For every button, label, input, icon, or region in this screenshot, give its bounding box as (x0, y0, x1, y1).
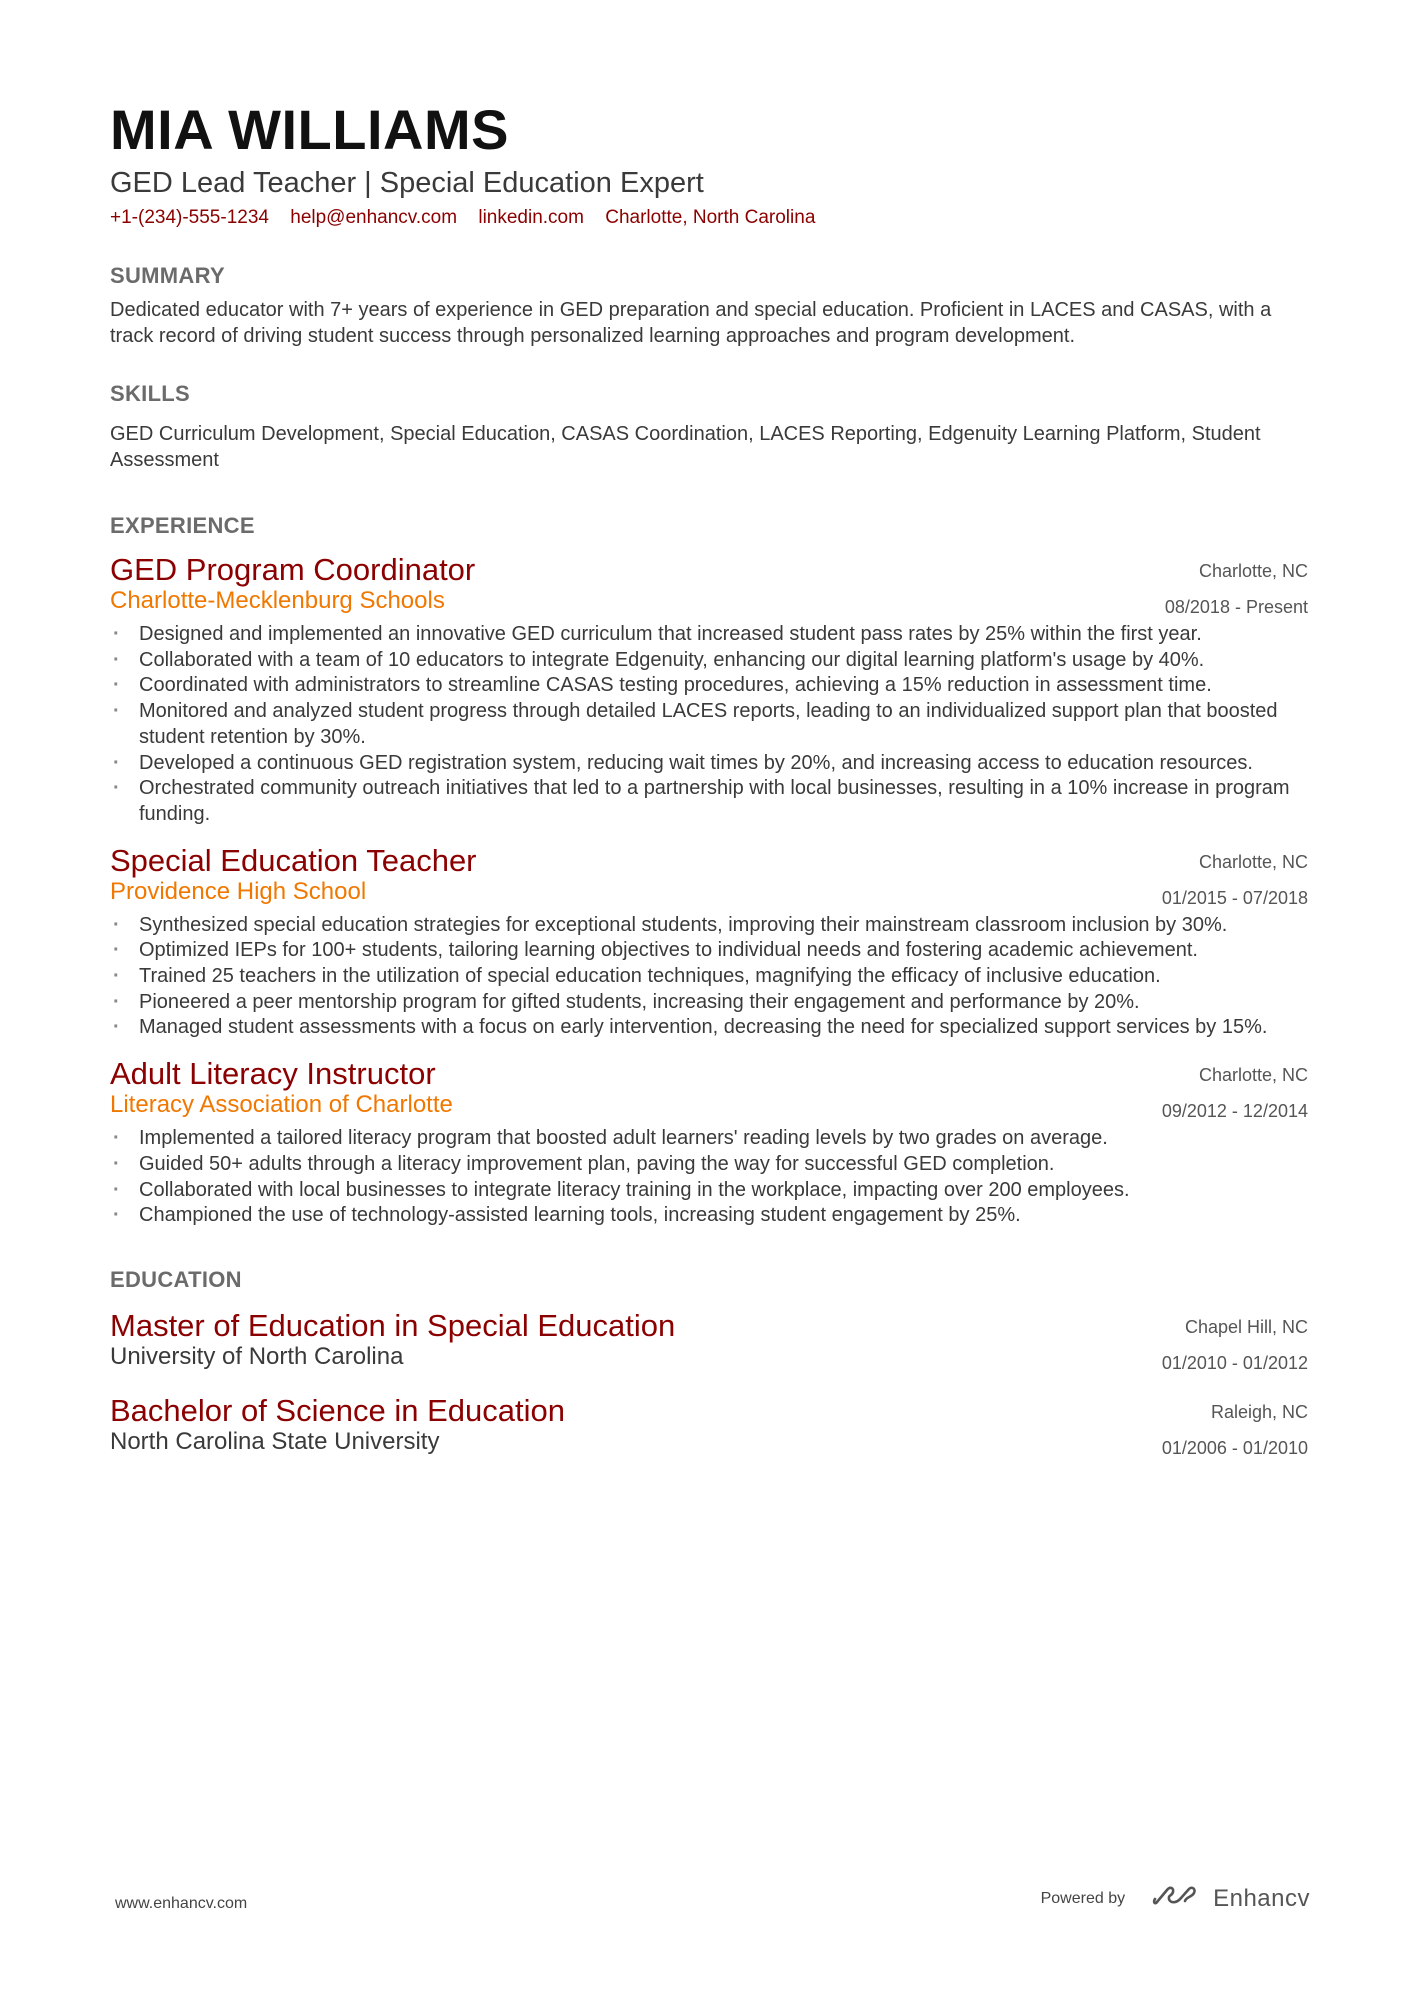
job-meta (1162, 844, 1308, 916)
job-meta (1162, 1057, 1308, 1129)
bullet-item: · Orchestrated community outreach initiatives that led to a partnership with local businesses, resulting in a 10% increase in program funding. (110, 776, 1308, 827)
employer-name: Providence High School (110, 877, 367, 905)
education-meta (1162, 1309, 1308, 1381)
job-dates: 09/2012 - 12/2014 (1161, 1101, 1308, 1122)
experience-heading: EXPERIENCE (110, 513, 255, 538)
experience-entry (110, 1055, 1308, 1229)
bullet-item: · Guided 50+ adults through a literacy improvement plan, paving the way for successful GED completion. (110, 1152, 1308, 1178)
school-name: North Carolina State University (110, 1427, 440, 1455)
footer-branding (1041, 1883, 1310, 1914)
job-dates: 01/2015 - 07/2018 (1161, 887, 1308, 908)
job-location: Charlotte, NC (1198, 561, 1308, 581)
job-title: Special Education Teacher (110, 842, 477, 878)
degree-title: Bachelor of Science in Education (110, 1392, 565, 1428)
bullet-item: · Collaborated with local businesses to integrate literacy training in the workplace, impacting over 200 employees. (110, 1178, 1308, 1204)
bullet-item: · Implemented a tailored literacy program that boosted adult learners' reading levels by two grades on average. (110, 1126, 1308, 1152)
footer-website-link[interactable]: www.enhancv.com (115, 1895, 248, 1912)
resume-header (110, 96, 1308, 231)
email-link[interactable]: help@enhancv.com (290, 207, 458, 228)
skills-heading: SKILLS (110, 381, 191, 406)
job-bullets (110, 1126, 1308, 1229)
experience-entry (110, 842, 1308, 1042)
experience-entry (110, 551, 1308, 828)
location-text: Charlotte, North Carolina (605, 207, 816, 228)
bullet-item: · Designed and implemented an innovative GED curriculum that increased student pass rates by 25% within the first year. (110, 622, 1308, 648)
phone-link[interactable]: +1-(234)-555-1234 (110, 207, 269, 228)
linkedin-link[interactable]: linkedin.com (478, 207, 584, 228)
contact-line (110, 205, 1308, 231)
education-entry (110, 1392, 1308, 1457)
powered-by-label: Powered by (1040, 1889, 1126, 1907)
experience-section (110, 511, 1308, 1229)
resume-page (110, 96, 1308, 1457)
skills-section (110, 379, 1308, 473)
education-meta (1162, 1394, 1308, 1466)
bullet-item: · Pioneered a peer mentorship program for gifted students, increasing their engagement and performance by 20%. (110, 990, 1308, 1016)
job-bullets (110, 913, 1308, 1042)
candidate-name: MIA WILLIAMS (110, 98, 509, 161)
job-location: Charlotte, NC (1198, 1065, 1308, 1086)
bullet-item: · Optimized IEPs for 100+ students, tailoring learning objectives to individual needs and fostering academic achievement. (110, 938, 1308, 964)
bullet-item: · Managed student assessments with a focus on early intervention, decreasing the need for specialized support services by 15%. (110, 1015, 1308, 1041)
summary-text: Dedicated educator with 7+ years of experience in GED preparation and special education. Proficient in LACES and CASAS, with a track record of driving student success through personalized learning approaches and program development. (110, 299, 1272, 347)
job-meta (1165, 553, 1308, 625)
bullet-item: · Collaborated with a team of 10 educators to integrate Edgenuity, enhancing our digital learning platform's usage by 40%. (110, 648, 1308, 674)
bullet-item: · Championed the use of technology-assisted learning tools, increasing student engagement by 25%. (110, 1203, 1308, 1229)
job-title: GED Program Coordinator (110, 552, 476, 587)
job-bullets (110, 622, 1308, 828)
enhancv-logo-icon (1151, 1883, 1199, 1914)
school-name: University of North Carolina (110, 1342, 404, 1370)
education-dates: 01/2006 - 01/2010 (1161, 1437, 1308, 1458)
bullet-item: · Monitored and analyzed student progress through detailed LACES reports, leading to an individualized support plan that boosted student retention by 30%. (110, 699, 1308, 750)
education-entry (110, 1307, 1308, 1372)
bullet-item: · Coordinated with administrators to streamline CASAS testing procedures, achieving a 15% reduction in assessment time. (110, 673, 1308, 699)
bullet-item: · Synthesized special education strategies for exceptional students, improving their mainstream classroom inclusion by 30%. (110, 913, 1308, 939)
education-location: Raleigh, NC (1210, 1401, 1308, 1422)
skills-text: GED Curriculum Development, Special Education, CASAS Coordination, LACES Reporting, Edgenuity Learning Platform, Student Assessment (110, 423, 1261, 471)
job-title: Adult Literacy Instructor (110, 1056, 436, 1092)
education-heading: EDUCATION (110, 1266, 242, 1292)
bullet-item: · Trained 25 teachers in the utilization of special education techniques, magnifying the efficacy of inclusive education. (110, 964, 1308, 990)
degree-title: Master of Education in Special Education (110, 1307, 676, 1343)
employer-name: Charlotte-Mecklenburg Schools (110, 587, 445, 614)
bullet-item: · Developed a continuous GED registration system, reducing wait times by 20%, and increasing access to education resources. (110, 751, 1308, 777)
candidate-title: GED Lead Teacher | Special Education Expert (110, 167, 704, 199)
job-dates: 08/2018 - Present (1164, 597, 1308, 617)
education-location: Chapel Hill, NC (1184, 1316, 1308, 1337)
employer-name: Literacy Association of Charlotte (110, 1091, 453, 1119)
enhancv-brand-name: Enhancv (1213, 1884, 1310, 1912)
education-section (110, 1265, 1308, 1457)
education-dates: 01/2010 - 01/2012 (1161, 1352, 1308, 1373)
job-location: Charlotte, NC (1198, 851, 1308, 872)
summary-heading: SUMMARY (110, 263, 225, 288)
summary-section (110, 261, 1308, 349)
